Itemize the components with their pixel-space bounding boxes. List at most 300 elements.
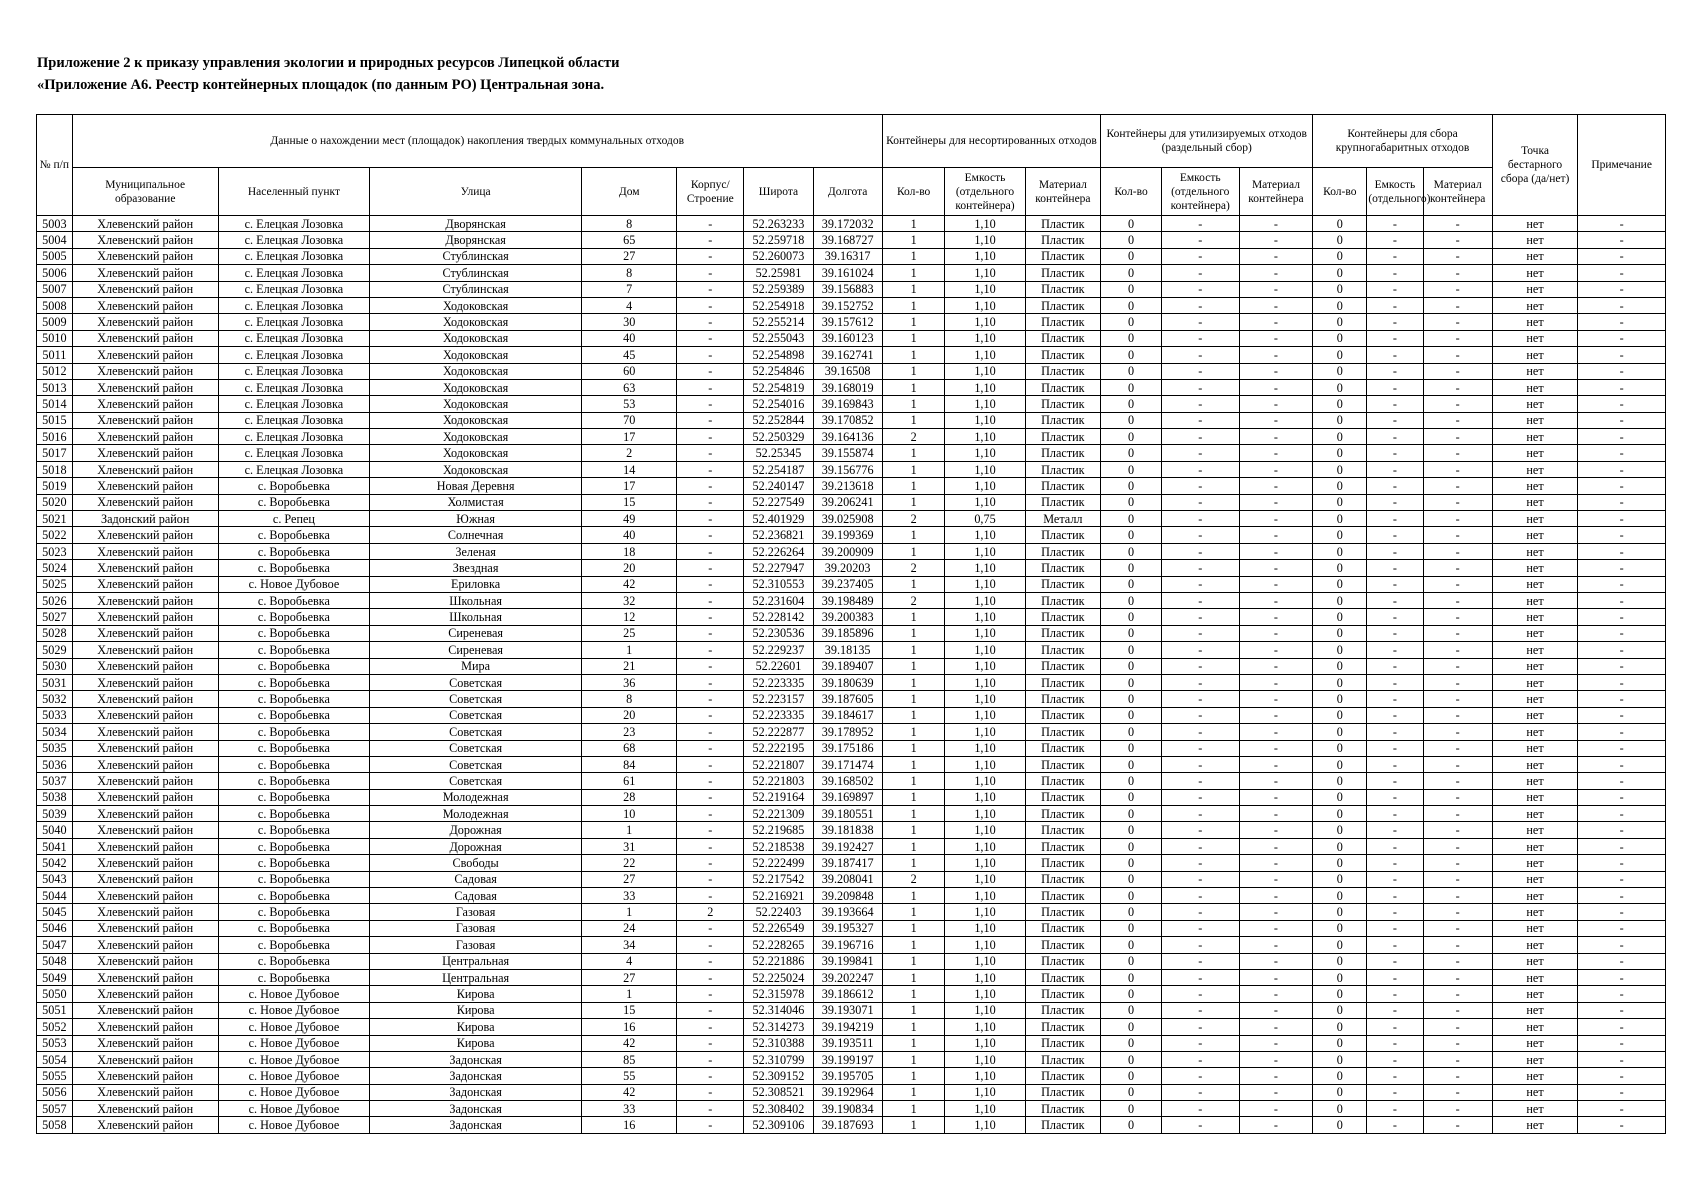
table-cell: 1: [882, 707, 945, 723]
table-cell: 39.181838: [813, 822, 882, 838]
table-row: [37, 609, 1666, 625]
table-cell: -: [1367, 478, 1423, 494]
table-cell: -: [1161, 281, 1239, 297]
table-cell: Хлевенский район: [72, 461, 218, 477]
table-cell: 21: [582, 658, 677, 674]
table-cell: -: [1161, 756, 1239, 772]
table-cell: -: [1367, 347, 1423, 363]
table-cell: 1: [882, 396, 945, 412]
table-cell: 1: [882, 265, 945, 281]
table-cell: -: [1578, 707, 1666, 723]
table-cell: -: [677, 789, 744, 805]
table-cell: 39.155874: [813, 445, 882, 461]
table-cell: с. Воробьевка: [218, 953, 369, 969]
table-cell: Советская: [370, 724, 582, 740]
table-cell: -: [1367, 724, 1423, 740]
table-cell: нет: [1492, 920, 1577, 936]
table-cell: 52.219164: [744, 789, 813, 805]
table-cell: -: [1423, 429, 1492, 445]
table-cell: нет: [1492, 1002, 1577, 1018]
table-cell: 5033: [37, 707, 73, 723]
table-cell: нет: [1492, 543, 1577, 559]
table-cell: 0: [1101, 806, 1162, 822]
table-cell: Пластик: [1025, 773, 1101, 789]
table-cell: 1,10: [945, 822, 1025, 838]
table-cell: -: [1423, 232, 1492, 248]
table-cell: -: [1578, 871, 1666, 887]
table-cell: -: [1239, 707, 1313, 723]
table-cell: с. Воробьевка: [218, 888, 369, 904]
table-cell: 52.255214: [744, 314, 813, 330]
table-cell: 30: [582, 314, 677, 330]
table-cell: Хлевенский район: [72, 1084, 218, 1100]
table-cell: 0: [1101, 429, 1162, 445]
table-cell: Пластик: [1025, 838, 1101, 854]
table-cell: нет: [1492, 1084, 1577, 1100]
table-header: [37, 115, 1666, 216]
table-cell: 49: [582, 511, 677, 527]
table-cell: 0: [1101, 740, 1162, 756]
table-cell: 39.187605: [813, 691, 882, 707]
table-cell: -: [677, 314, 744, 330]
table-cell: 52.254016: [744, 396, 813, 412]
table-cell: 0: [1313, 871, 1367, 887]
table-cell: Советская: [370, 674, 582, 690]
table-cell: с. Воробьевка: [218, 920, 369, 936]
table-cell: -: [677, 412, 744, 428]
table-cell: 1,10: [945, 248, 1025, 264]
title-line-1: Приложение 2 к приказу управления экологии и природных ресурсов Липецкой области: [37, 55, 620, 71]
table-cell: с. Воробьевка: [218, 724, 369, 740]
table-cell: 40: [582, 527, 677, 543]
table-cell: -: [1423, 265, 1492, 281]
table-cell: 5041: [37, 838, 73, 854]
table-cell: 39.200383: [813, 609, 882, 625]
table-cell: 20: [582, 560, 677, 576]
table-cell: с. Елецкая Лозовка: [218, 281, 369, 297]
table-cell: -: [1423, 674, 1492, 690]
table-cell: -: [677, 347, 744, 363]
document-title: [37, 52, 619, 96]
table-cell: Хлевенский район: [72, 1117, 218, 1133]
table-cell: -: [1239, 592, 1313, 608]
table-cell: нет: [1492, 691, 1577, 707]
table-cell: -: [1578, 1002, 1666, 1018]
table-cell: -: [1578, 429, 1666, 445]
table-cell: 0: [1313, 937, 1367, 953]
table-cell: нет: [1492, 330, 1577, 346]
table-cell: 39.209848: [813, 888, 882, 904]
table-cell: 1,10: [945, 1117, 1025, 1133]
table-cell: 31: [582, 838, 677, 854]
table-cell: -: [1367, 888, 1423, 904]
table-cell: -: [1239, 412, 1313, 428]
table-cell: с. Воробьевка: [218, 625, 369, 641]
table-cell: -: [1578, 314, 1666, 330]
table-cell: нет: [1492, 281, 1577, 297]
table-cell: -: [1239, 1002, 1313, 1018]
table-cell: 1: [882, 379, 945, 395]
table-cell: 1,10: [945, 560, 1025, 576]
table-cell: 0: [1313, 511, 1367, 527]
table-cell: -: [677, 969, 744, 985]
table-cell: Ериловка: [370, 576, 582, 592]
table-cell: Задонский район: [72, 511, 218, 527]
table-cell: -: [677, 592, 744, 608]
table-cell: 1,10: [945, 642, 1025, 658]
table-row: [37, 773, 1666, 789]
table-row: [37, 674, 1666, 690]
table-cell: -: [1578, 838, 1666, 854]
table-cell: 65: [582, 232, 677, 248]
table-cell: Пластик: [1025, 330, 1101, 346]
table-cell: 5057: [37, 1101, 73, 1117]
table-cell: с. Воробьевка: [218, 871, 369, 887]
table-cell: -: [1578, 1051, 1666, 1067]
table-row: [37, 297, 1666, 313]
table-cell: нет: [1492, 445, 1577, 461]
table-cell: 52.22601: [744, 658, 813, 674]
table-cell: -: [1161, 838, 1239, 854]
table-cell: Ходоковская: [370, 461, 582, 477]
table-row: [37, 937, 1666, 953]
table-cell: -: [1367, 822, 1423, 838]
table-cell: 5020: [37, 494, 73, 510]
table-cell: -: [1239, 494, 1313, 510]
table-cell: 52.25981: [744, 265, 813, 281]
table-cell: 10: [582, 806, 677, 822]
table-cell: Школьная: [370, 592, 582, 608]
table-cell: 39.186612: [813, 986, 882, 1002]
table-cell: 52.226549: [744, 920, 813, 936]
table-cell: с. Воробьевка: [218, 773, 369, 789]
table-cell: Пластик: [1025, 937, 1101, 953]
table-cell: -: [1239, 969, 1313, 985]
table-cell: с. Елецкая Лозовка: [218, 216, 369, 232]
registry-table: [36, 114, 1666, 1134]
table-cell: 5022: [37, 527, 73, 543]
table-cell: 0: [1313, 281, 1367, 297]
table-cell: -: [1423, 642, 1492, 658]
table-cell: -: [677, 642, 744, 658]
table-cell: 1: [882, 822, 945, 838]
header-settlement: Населенный пункт: [218, 168, 369, 216]
table-cell: 1: [882, 740, 945, 756]
table-cell: 0: [1313, 642, 1367, 658]
table-cell: 5012: [37, 363, 73, 379]
table-cell: -: [1161, 379, 1239, 395]
table-cell: 1,10: [945, 674, 1025, 690]
table-cell: 1,10: [945, 1019, 1025, 1035]
table-cell: 5013: [37, 379, 73, 395]
table-cell: 5054: [37, 1051, 73, 1067]
table-cell: 52.225024: [744, 969, 813, 985]
table-cell: Центральная: [370, 969, 582, 985]
table-cell: 39.185896: [813, 625, 882, 641]
table-cell: -: [1161, 1068, 1239, 1084]
table-cell: -: [677, 740, 744, 756]
table-cell: 1,10: [945, 527, 1025, 543]
table-cell: -: [1578, 560, 1666, 576]
table-cell: 52.252844: [744, 412, 813, 428]
table-cell: Пластик: [1025, 724, 1101, 740]
table-cell: -: [1423, 363, 1492, 379]
table-cell: 52.308521: [744, 1084, 813, 1100]
table-row: [37, 855, 1666, 871]
table-cell: 7: [582, 281, 677, 297]
table-cell: с. Воробьевка: [218, 806, 369, 822]
table-cell: -: [1239, 986, 1313, 1002]
table-cell: Хлевенский район: [72, 592, 218, 608]
table-cell: -: [1367, 806, 1423, 822]
table-cell: Советская: [370, 756, 582, 772]
table-cell: Хлевенский район: [72, 232, 218, 248]
table-cell: 0: [1101, 314, 1162, 330]
table-cell: Пластик: [1025, 527, 1101, 543]
table-cell: 1,10: [945, 265, 1025, 281]
table-cell: нет: [1492, 806, 1577, 822]
table-cell: 0: [1313, 560, 1367, 576]
table-cell: 1: [882, 347, 945, 363]
table-cell: 0: [1101, 297, 1162, 313]
table-cell: 0: [1313, 888, 1367, 904]
table-cell: -: [677, 806, 744, 822]
table-cell: нет: [1492, 248, 1577, 264]
table-cell: 5021: [37, 511, 73, 527]
table-cell: Советская: [370, 691, 582, 707]
table-cell: 5040: [37, 822, 73, 838]
table-cell: -: [677, 822, 744, 838]
table-cell: 0: [1101, 674, 1162, 690]
table-cell: 0: [1101, 822, 1162, 838]
table-cell: Пластик: [1025, 789, 1101, 805]
table-cell: -: [1578, 789, 1666, 805]
table-cell: 52.254819: [744, 379, 813, 395]
table-cell: 1: [882, 904, 945, 920]
table-cell: 39.162741: [813, 347, 882, 363]
table-cell: с. Воробьевка: [218, 478, 369, 494]
table-cell: -: [1423, 478, 1492, 494]
table-cell: 0: [1313, 232, 1367, 248]
table-cell: -: [1367, 658, 1423, 674]
table-cell: Советская: [370, 740, 582, 756]
table-cell: 5029: [37, 642, 73, 658]
table-cell: -: [1423, 248, 1492, 264]
table-cell: -: [1578, 592, 1666, 608]
table-cell: 39.193071: [813, 1002, 882, 1018]
table-cell: Пластик: [1025, 904, 1101, 920]
table-cell: 1,10: [945, 773, 1025, 789]
table-cell: 0: [1313, 707, 1367, 723]
table-cell: Хлевенский район: [72, 429, 218, 445]
table-cell: 1,10: [945, 232, 1025, 248]
table-row: [37, 838, 1666, 854]
table-cell: -: [1239, 806, 1313, 822]
table-cell: 5045: [37, 904, 73, 920]
title-line-2: «Приложение А6. Реестр контейнерных площадок (по данным РО) Центральная зона.: [37, 77, 605, 93]
table-cell: 0: [1313, 429, 1367, 445]
table-row: [37, 822, 1666, 838]
table-cell: 1: [582, 904, 677, 920]
table-cell: Хлевенский район: [72, 216, 218, 232]
table-cell: 39.170852: [813, 412, 882, 428]
header-house: Дом: [582, 168, 677, 216]
table-cell: Пластик: [1025, 560, 1101, 576]
table-cell: -: [677, 1101, 744, 1117]
table-cell: 52.216921: [744, 888, 813, 904]
table-cell: 39.198489: [813, 592, 882, 608]
table-cell: 0: [1101, 461, 1162, 477]
table-cell: 52.223157: [744, 691, 813, 707]
table-cell: 1: [882, 1019, 945, 1035]
table-cell: 52.231604: [744, 592, 813, 608]
header-note: Примечание: [1578, 115, 1666, 216]
table-cell: 0: [1101, 609, 1162, 625]
table-cell: нет: [1492, 953, 1577, 969]
table-cell: -: [1367, 445, 1423, 461]
table-cell: -: [1578, 347, 1666, 363]
table-cell: -: [677, 625, 744, 641]
table-cell: 1: [882, 838, 945, 854]
table-cell: -: [1161, 461, 1239, 477]
table-cell: -: [1578, 953, 1666, 969]
table-cell: 0: [1313, 461, 1367, 477]
table-row: [37, 347, 1666, 363]
table-cell: с. Новое Дубовое: [218, 576, 369, 592]
table-cell: -: [1423, 1019, 1492, 1035]
table-cell: Холмистая: [370, 494, 582, 510]
table-cell: -: [1367, 773, 1423, 789]
table-cell: -: [1578, 1068, 1666, 1084]
table-cell: -: [1423, 1101, 1492, 1117]
table-cell: 0: [1101, 1002, 1162, 1018]
table-cell: 52.236821: [744, 527, 813, 543]
table-cell: 0: [1101, 707, 1162, 723]
table-cell: 36: [582, 674, 677, 690]
table-cell: с. Елецкая Лозовка: [218, 412, 369, 428]
table-cell: -: [1423, 1084, 1492, 1100]
table-cell: -: [1367, 1002, 1423, 1018]
table-cell: 0: [1101, 1068, 1162, 1084]
table-cell: 1: [882, 789, 945, 805]
table-cell: -: [1578, 494, 1666, 510]
table-cell: 0: [1101, 527, 1162, 543]
table-cell: -: [1578, 297, 1666, 313]
table-cell: 0: [1313, 724, 1367, 740]
table-cell: -: [1578, 822, 1666, 838]
table-cell: -: [677, 265, 744, 281]
table-cell: 1,10: [945, 1084, 1025, 1100]
table-cell: -: [677, 937, 744, 953]
table-cell: -: [1578, 1035, 1666, 1051]
table-cell: Хлевенский район: [72, 953, 218, 969]
table-cell: Ходоковская: [370, 297, 582, 313]
table-cell: 39.152752: [813, 297, 882, 313]
table-cell: -: [1578, 511, 1666, 527]
table-cell: 5032: [37, 691, 73, 707]
table-cell: нет: [1492, 265, 1577, 281]
table-cell: 0: [1313, 1084, 1367, 1100]
table-cell: 52.254846: [744, 363, 813, 379]
table-cell: 5031: [37, 674, 73, 690]
table-cell: 0: [1313, 986, 1367, 1002]
table-cell: -: [1239, 674, 1313, 690]
table-cell: -: [1161, 478, 1239, 494]
table-cell: -: [1578, 609, 1666, 625]
table-cell: -: [1423, 937, 1492, 953]
table-cell: -: [1423, 838, 1492, 854]
table-cell: 52.310553: [744, 576, 813, 592]
table-cell: 39.192964: [813, 1084, 882, 1100]
table-cell: с. Елецкая Лозовка: [218, 379, 369, 395]
table-cell: Стублинская: [370, 265, 582, 281]
table-cell: -: [1239, 642, 1313, 658]
table-cell: нет: [1492, 986, 1577, 1002]
table-cell: 52.222499: [744, 855, 813, 871]
table-cell: -: [1239, 953, 1313, 969]
table-row: [37, 871, 1666, 887]
table-cell: -: [1239, 904, 1313, 920]
table-cell: -: [1367, 969, 1423, 985]
table-cell: 1: [882, 330, 945, 346]
table-cell: 0,75: [945, 511, 1025, 527]
table-cell: 84: [582, 756, 677, 772]
table-cell: 0: [1101, 396, 1162, 412]
table-cell: с. Елецкая Лозовка: [218, 429, 369, 445]
table-cell: 5027: [37, 609, 73, 625]
table-cell: Пластик: [1025, 625, 1101, 641]
table-cell: -: [677, 363, 744, 379]
table-cell: 5052: [37, 1019, 73, 1035]
table-cell: 2: [882, 592, 945, 608]
table-cell: 52.229237: [744, 642, 813, 658]
table-cell: 52.222195: [744, 740, 813, 756]
table-cell: 52.221886: [744, 953, 813, 969]
table-cell: 0: [1101, 838, 1162, 854]
table-cell: -: [1239, 773, 1313, 789]
table-cell: -: [1367, 707, 1423, 723]
table-cell: -: [1423, 494, 1492, 510]
table-cell: -: [1161, 363, 1239, 379]
table-cell: 52.254898: [744, 347, 813, 363]
table-cell: 0: [1313, 1019, 1367, 1035]
table-cell: -: [1161, 888, 1239, 904]
table-cell: 0: [1101, 658, 1162, 674]
table-cell: -: [1161, 953, 1239, 969]
table-cell: 1: [882, 297, 945, 313]
table-cell: 5011: [37, 347, 73, 363]
table-cell: Хлевенский район: [72, 888, 218, 904]
table-cell: -: [1239, 461, 1313, 477]
table-cell: -: [1239, 560, 1313, 576]
table-cell: -: [1161, 609, 1239, 625]
table-cell: 39.161024: [813, 265, 882, 281]
table-row: [37, 527, 1666, 543]
header-b-capacity: Емкость (отдельного): [1367, 168, 1423, 216]
table-cell: 24: [582, 920, 677, 936]
table-cell: -: [677, 756, 744, 772]
table-cell: Пластик: [1025, 806, 1101, 822]
table-cell: Пластик: [1025, 281, 1101, 297]
table-cell: 60: [582, 363, 677, 379]
table-cell: 0: [1313, 314, 1367, 330]
table-cell: -: [1423, 527, 1492, 543]
table-cell: 5039: [37, 806, 73, 822]
table-cell: -: [1161, 806, 1239, 822]
table-cell: 39.193664: [813, 904, 882, 920]
table-cell: 0: [1313, 527, 1367, 543]
table-cell: 52.221309: [744, 806, 813, 822]
